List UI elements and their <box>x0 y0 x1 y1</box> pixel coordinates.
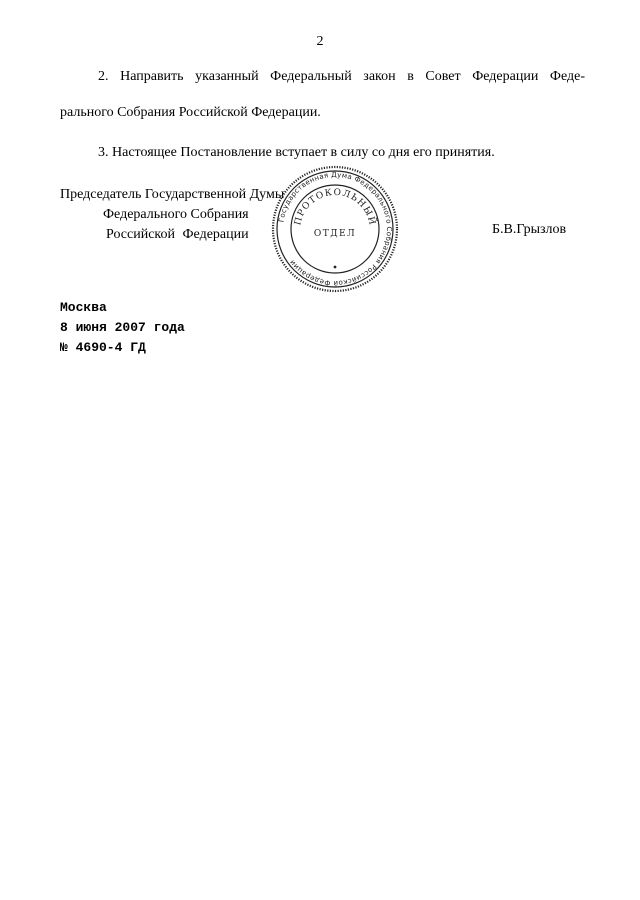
official-seal-stamp <box>270 164 400 294</box>
seal-center-text: ОТДЕЛ <box>313 229 357 239</box>
page-number: 2 <box>316 34 324 49</box>
document-date: 8 июня 2007 года <box>60 320 185 335</box>
document-city: Москва <box>60 300 107 315</box>
document-number: № 4690-4 ГД <box>60 340 146 355</box>
signatory-title-line-3: Российской Федерации <box>106 227 249 242</box>
seal-inner-text: ПРОТОКОЛЬНЫЙ <box>293 187 377 227</box>
signatory-title-line-1: Председатель Государственной Думы <box>60 187 285 202</box>
document-place-date-number <box>60 298 185 358</box>
paragraph-item-2 <box>60 69 585 121</box>
seal-dot-icon <box>334 266 337 269</box>
signatory-title-line-2: Федерального Собрания <box>103 207 249 222</box>
signer-name: Б.В.Грызлов <box>492 222 567 237</box>
paragraph-item-2-line-1: 2. Направить указанный Федеральный закон в Совет Федерации Феде- <box>98 69 585 84</box>
paragraph-item-2-line-2: рального Собрания Российской Федерации. <box>60 105 321 120</box>
seal-outer-text: Государственная Дума Федерального Собрания Российской Федерации <box>277 170 394 288</box>
paragraph-item-3: 3. Настоящее Постановление вступает в силу со дня его принятия. <box>98 145 495 160</box>
